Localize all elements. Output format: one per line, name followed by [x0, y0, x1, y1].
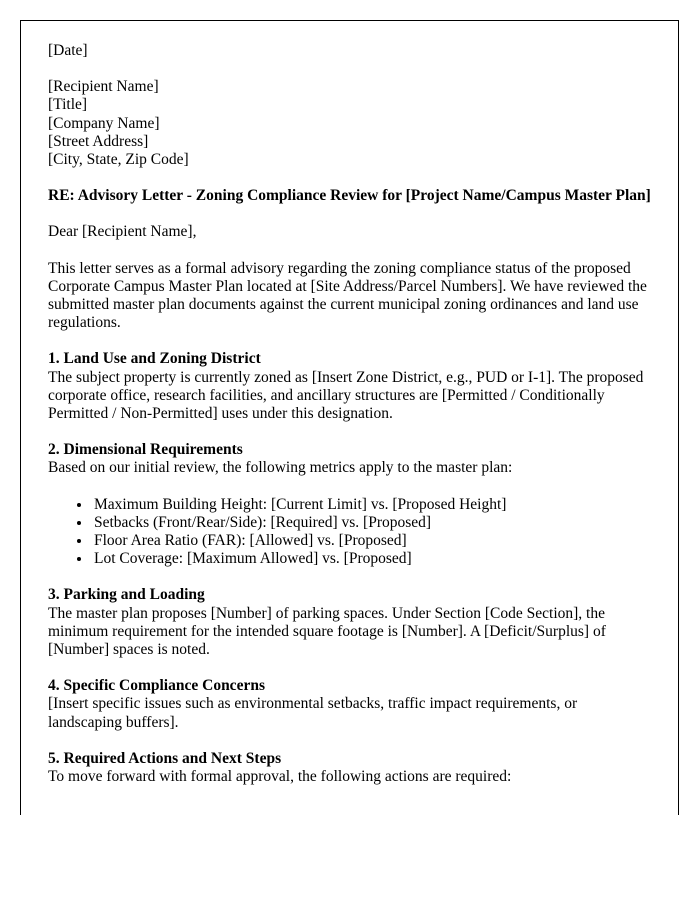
section-heading: 5. Required Actions and Next Steps — [48, 749, 282, 767]
section-heading: 3. Parking and Loading — [48, 586, 205, 604]
section-compliance-concerns — [48, 677, 651, 732]
section-body: Based on our initial review, the following metrics apply to the master plan: — [48, 459, 513, 477]
section-parking-loading — [48, 586, 651, 659]
list-item: • Floor Area Ratio (FAR): [Allowed] vs. [Proposed] — [92, 532, 651, 550]
section-body: The master plan proposes [Number] of parking spaces. Under Section [Code Section], the minimum requirement for the intended square footage is [Number]. A [Deficit/Surplus] of [Number] spaces is noted. — [48, 604, 606, 659]
subject-line: RE: Advisory Letter - Zoning Compliance Review for [Project Name/Campus Master Plan] — [48, 187, 651, 205]
section-dimensional-requirements — [48, 441, 651, 568]
salutation: Dear [Recipient Name], — [48, 223, 197, 241]
date-placeholder: [Date] — [48, 42, 88, 59]
letter-body — [20, 20, 679, 815]
dimensional-metrics-list — [48, 496, 651, 569]
intro-paragraph: This letter serves as a formal advisory regarding the zoning compliance status of the proposed Corporate Campus Master Plan located at [Site Address/Parcel Numbers]. We have reviewed the submitted master plan documents against the current municipal zoning ordinances and land use regulations. — [48, 259, 647, 332]
recipient-street-line: [Street Address] — [48, 132, 149, 150]
section-heading: 4. Specific Compliance Concerns — [48, 677, 265, 695]
list-item: • Setbacks (Front/Rear/Side): [Required] vs. [Proposed] — [92, 514, 651, 532]
section-body: To move forward with formal approval, the following actions are required: — [48, 768, 512, 786]
list-item: • Maximum Building Height: [Current Limit] vs. [Proposed Height] — [92, 496, 651, 514]
section-body: The subject property is currently zoned as [Insert Zone District, e.g., PUD or I-1]. The proposed corporate office, research facilities, and ancillary structures are [Permitted / Conditionally Permitted / Non-Permitted] uses under this designation. — [48, 368, 644, 423]
recipient-title-line: [Title] — [48, 96, 88, 114]
section-body: [Insert specific issues such as environmental setbacks, traffic impact requirements, or landscaping buffers]. — [48, 695, 578, 731]
section-land-use — [48, 350, 651, 423]
section-heading: 2. Dimensional Requirements — [48, 441, 243, 459]
recipient-name-line: [Recipient Name] — [48, 78, 159, 96]
section-required-actions — [48, 750, 651, 786]
recipient-city-line: [City, State, Zip Code] — [48, 151, 189, 169]
list-item: • Lot Coverage: [Maximum Allowed] vs. [Proposed] — [92, 550, 651, 568]
recipient-company-line: [Company Name] — [48, 114, 160, 132]
recipient-address-block — [48, 78, 651, 169]
section-heading: 1. Land Use and Zoning District — [48, 350, 261, 368]
